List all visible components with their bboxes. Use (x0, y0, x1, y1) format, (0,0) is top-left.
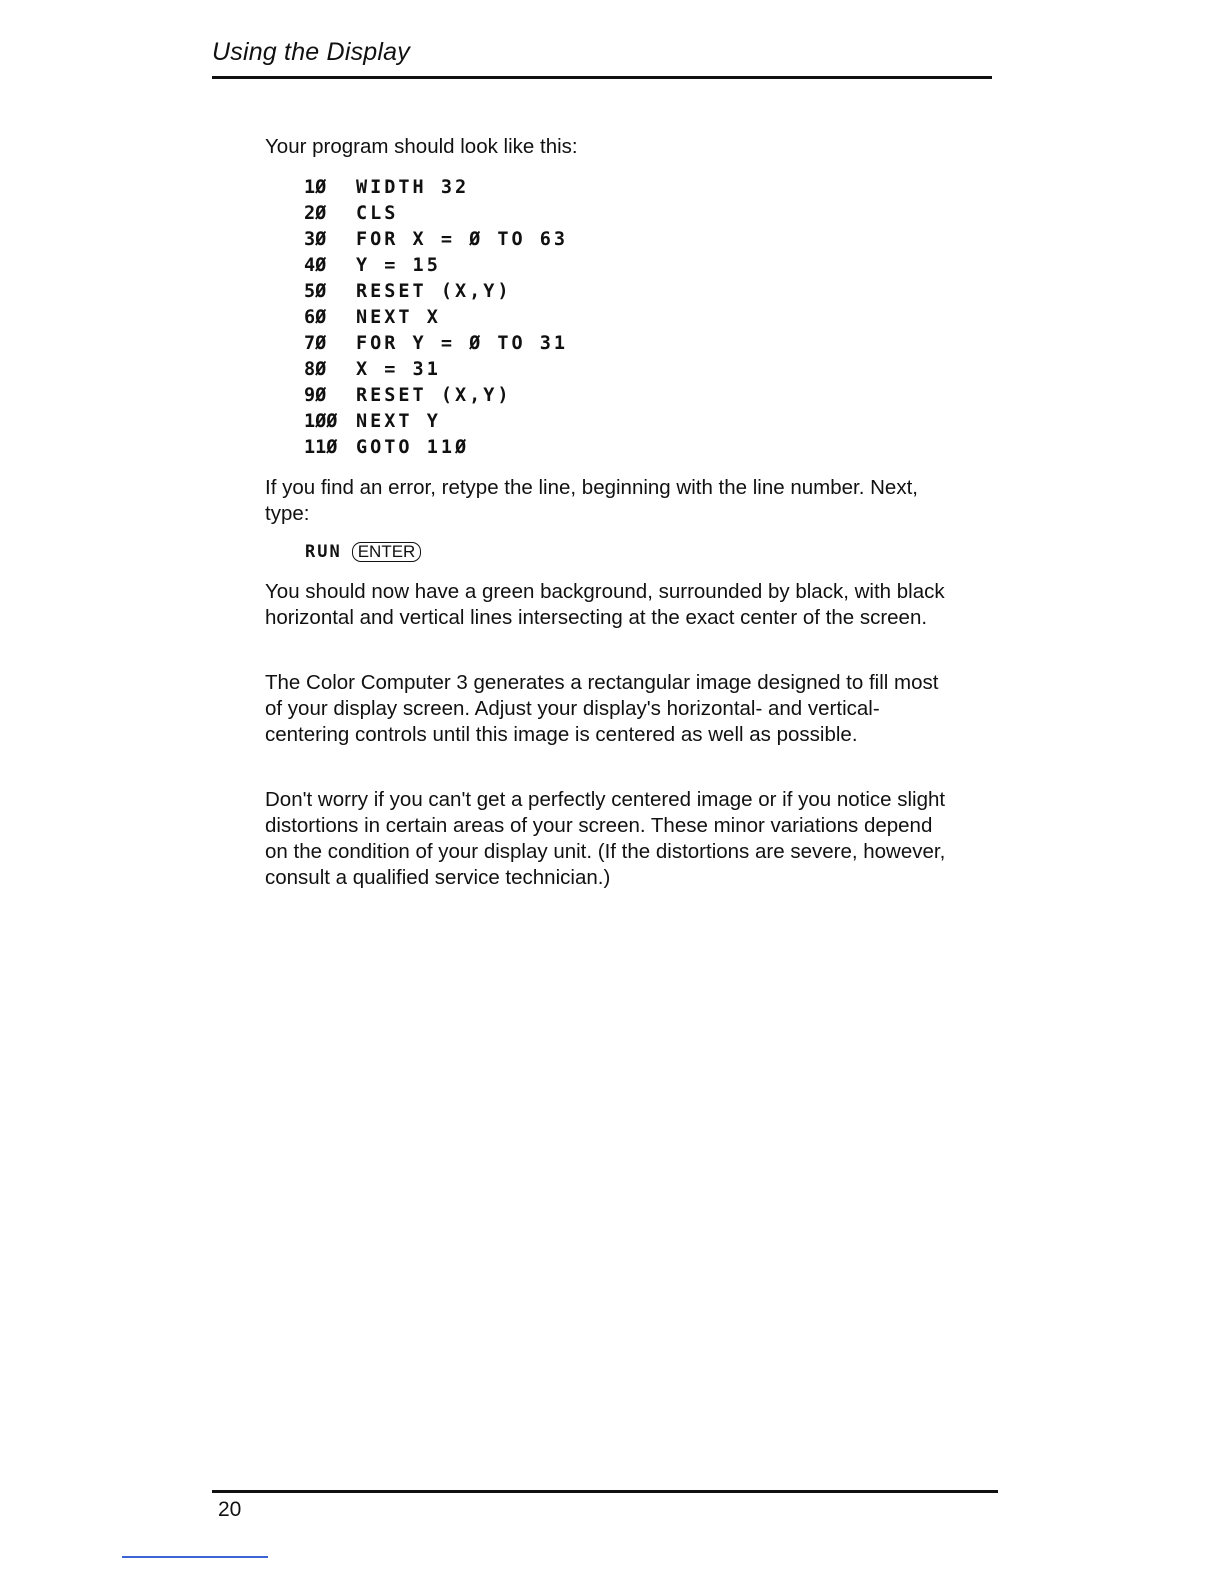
run-command-line (305, 540, 421, 564)
centering-paragraph: The Color Computer 3 generates a rectangular image designed to fill most of your display screen. Adjust your display's horizontal- and vertical-centering controls until this image is centered as well as possible. (265, 671, 939, 746)
line-statement: WIDTH 32 (356, 177, 470, 198)
page-number: 20 (218, 1498, 242, 1521)
scan-mark (122, 1556, 268, 1558)
footer-rule (212, 1490, 998, 1493)
line-statement: CLS (356, 203, 399, 224)
intro-paragraph: Your program should look like this: (265, 135, 578, 158)
enter-key-icon: ENTER (352, 542, 422, 562)
line-number: 6Ø (304, 307, 327, 328)
line-number: 9Ø (304, 385, 327, 406)
code-line (304, 409, 568, 435)
code-line (304, 227, 568, 253)
line-number: 2Ø (304, 203, 327, 224)
line-statement: RESET (X,Y) (356, 281, 512, 302)
header-rule (212, 76, 992, 79)
line-statement: FOR X = Ø TO 63 (356, 229, 569, 250)
page-header-title: Using the Display (212, 38, 410, 66)
line-number: 3Ø (304, 229, 327, 250)
line-number: 5Ø (304, 281, 327, 302)
line-number: 4Ø (304, 255, 327, 276)
line-number: 1Ø (304, 177, 327, 198)
code-line (304, 279, 568, 305)
code-line (304, 383, 568, 409)
line-statement: Y = 15 (356, 255, 441, 276)
line-number: 11Ø (304, 437, 338, 458)
code-line (304, 305, 568, 331)
line-statement: NEXT Y (356, 411, 441, 432)
line-statement: NEXT X (356, 307, 441, 328)
line-statement: GOTO 11Ø (356, 437, 470, 458)
line-statement: RESET (X,Y) (356, 385, 512, 406)
run-command: RUN (305, 542, 342, 562)
line-number: 8Ø (304, 359, 327, 380)
retype-instruction-paragraph: If you find an error, retype the line, beginning with the line number. Next, type: (265, 476, 918, 525)
code-line (304, 175, 568, 201)
line-number: 7Ø (304, 333, 327, 354)
result-paragraph: You should now have a green background, surrounded by black, with black horizontal and vertical lines intersecting at the exact center of the screen. (265, 580, 945, 629)
code-line (304, 253, 568, 279)
code-line (304, 435, 568, 461)
code-line (304, 201, 568, 227)
line-number: 1ØØ (304, 411, 338, 432)
line-statement: FOR Y = Ø TO 31 (356, 333, 569, 354)
code-line (304, 331, 568, 357)
distortion-paragraph: Don't worry if you can't get a perfectly centered image or if you notice slight distortions in certain areas of your screen. These minor variations depend on the condition of your display unit. (If the distortions are severe, however, consult a qualified service technician.) (265, 788, 946, 889)
code-line (304, 357, 568, 383)
line-statement: X = 31 (356, 359, 441, 380)
program-listing (304, 175, 568, 461)
